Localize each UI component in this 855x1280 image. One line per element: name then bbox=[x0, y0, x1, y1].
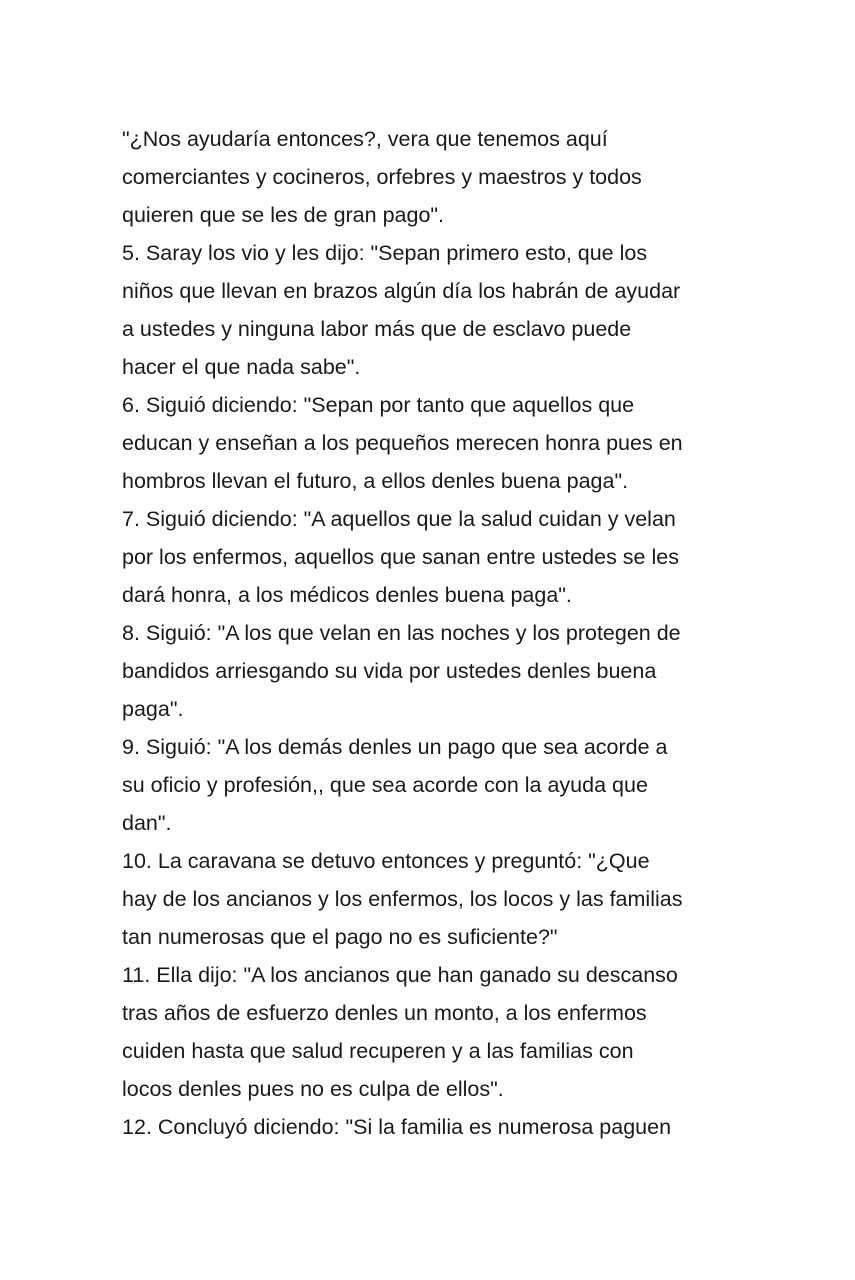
text-line: tras años de esfuerzo denles un monto, a los enfermos bbox=[122, 1001, 647, 1025]
text-line: 12. Concluyó diciendo: "Si la familia es numerosa paguen bbox=[122, 1115, 672, 1139]
text-line: tan numerosas que el pago no es suficiente?" bbox=[122, 925, 558, 949]
text-line: 9. Siguió: "A los demás denles un pago que sea acorde a bbox=[122, 735, 668, 759]
text-line: 6. Siguió diciendo: "Sepan por tanto que aquellos que bbox=[122, 393, 635, 417]
text-line: 5. Saray los vio y les dijo: "Sepan primero esto, que los bbox=[122, 241, 648, 265]
text-line: dan". bbox=[122, 811, 172, 835]
text-line: locos denles pues no es culpa de ellos". bbox=[122, 1077, 504, 1101]
text-line: hacer el que nada sabe". bbox=[122, 355, 361, 379]
text-line: quieren que se les de gran pago". bbox=[122, 203, 445, 227]
text-line: su oficio y profesión,, que sea acorde con la ayuda que bbox=[122, 773, 648, 797]
text-line: dará honra, a los médicos denles buena paga". bbox=[122, 583, 572, 607]
text-line: hombros llevan el futuro, a ellos denles buena paga". bbox=[122, 469, 629, 493]
text-line: por los enfermos, aquellos que sanan entre ustedes se les bbox=[122, 545, 679, 569]
text-line: paga". bbox=[122, 697, 184, 721]
text-line: 7. Siguió diciendo: "A aquellos que la salud cuidan y velan bbox=[122, 507, 676, 531]
text-line: 8. Siguió: "A los que velan en las noches y los protegen de bbox=[122, 621, 681, 645]
text-line: 11. Ella dijo: "A los ancianos que han ganado su descanso bbox=[122, 963, 678, 987]
text-line: niños que llevan en brazos algún día los habrán de ayudar bbox=[122, 279, 681, 303]
text-line: bandidos arriesgando su vida por ustedes denles buena bbox=[122, 659, 657, 683]
text-line: cuiden hasta que salud recuperen y a las familias con bbox=[122, 1039, 634, 1063]
text-line: educan y enseñan a los pequeños merecen honra pues en bbox=[122, 431, 683, 455]
text-line: "¿Nos ayudaría entonces?, vera que tenemos aquí bbox=[122, 127, 608, 151]
body-text bbox=[122, 120, 742, 1146]
text-line: hay de los ancianos y los enfermos, los locos y las familias bbox=[122, 887, 683, 911]
text-line: 10. La caravana se detuvo entonces y preguntó: "¿Que bbox=[122, 849, 650, 873]
text-line: a ustedes y ninguna labor más que de esclavo puede bbox=[122, 317, 632, 341]
text-line: comerciantes y cocineros, orfebres y maestros y todos bbox=[122, 165, 642, 189]
